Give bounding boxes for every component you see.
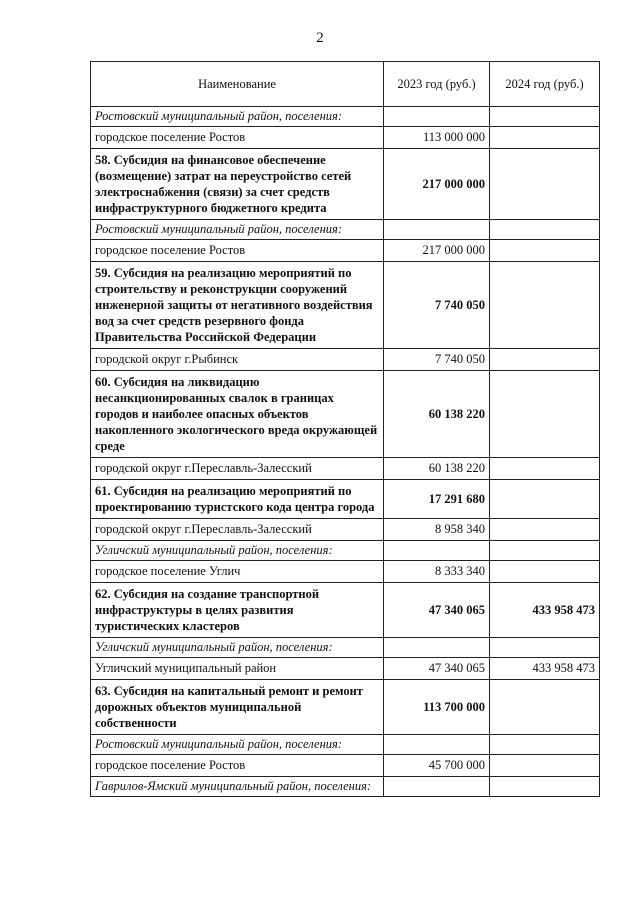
amount-2024-cell — [490, 262, 600, 349]
amount-2024-cell — [490, 680, 600, 735]
amount-2023-cell: 47 340 065 — [384, 583, 490, 638]
area-heading-row — [91, 107, 600, 127]
subsidy-row — [91, 371, 600, 458]
amount-2024-cell — [490, 349, 600, 371]
subsidy-row — [91, 680, 600, 735]
amount-2024-cell — [490, 149, 600, 220]
amount-2023-cell — [384, 220, 490, 240]
row-name-cell: Угличский муниципальный район, поселения: — [91, 541, 384, 561]
row-name-cell: 63. Субсидия на капитальный ремонт и ремонт дорожных объектов муниципальной собственности — [91, 680, 384, 735]
amount-2023-cell: 8 958 340 — [384, 519, 490, 541]
amount-2023-cell: 60 138 220 — [384, 371, 490, 458]
amount-2023-cell — [384, 638, 490, 658]
amount-2023-cell: 7 740 050 — [384, 262, 490, 349]
column-header-2024: 2024 год (руб.) — [490, 62, 600, 107]
amount-2024-cell — [490, 220, 600, 240]
amount-2023-cell: 7 740 050 — [384, 349, 490, 371]
area-heading-row — [91, 777, 600, 797]
amount-2024-cell — [490, 127, 600, 149]
row-name-cell: городское поселение Углич — [91, 561, 384, 583]
amount-2024-cell — [490, 107, 600, 127]
table-row — [91, 127, 600, 149]
table-row — [91, 458, 600, 480]
amount-2023-cell — [384, 541, 490, 561]
table-row — [91, 755, 600, 777]
amount-2024-cell — [490, 240, 600, 262]
row-name-cell: 61. Субсидия на реализацию мероприятий по проектированию туристского кода центра города — [91, 480, 384, 519]
area-heading-row — [91, 735, 600, 755]
amount-2023-cell: 45 700 000 — [384, 755, 490, 777]
amount-2023-cell: 217 000 000 — [384, 240, 490, 262]
subsidy-row — [91, 583, 600, 638]
column-header-2023: 2023 год (руб.) — [384, 62, 490, 107]
amount-2024-cell — [490, 541, 600, 561]
subsidy-row — [91, 149, 600, 220]
amount-2024-cell — [490, 755, 600, 777]
amount-2024-cell — [490, 561, 600, 583]
amount-2023-cell: 113 700 000 — [384, 680, 490, 735]
amount-2023-cell: 47 340 065 — [384, 658, 490, 680]
subsidy-row — [91, 480, 600, 519]
amount-2024-cell: 433 958 473 — [490, 658, 600, 680]
column-header-name: Наименование — [91, 62, 384, 107]
row-name-cell: Угличский муниципальный район — [91, 658, 384, 680]
row-name-cell: 60. Субсидия на ликвидацию несанкционированных свалок в границах городов и наиболее опасных объектов накопленного экологического вреда окружающей среде — [91, 371, 384, 458]
area-heading-row — [91, 220, 600, 240]
area-heading-row — [91, 638, 600, 658]
page-number: 2 — [316, 30, 324, 46]
amount-2024-cell — [490, 519, 600, 541]
amount-2023-cell: 113 000 000 — [384, 127, 490, 149]
table-row — [91, 349, 600, 371]
amount-2023-cell: 8 333 340 — [384, 561, 490, 583]
amount-2024-cell: 433 958 473 — [490, 583, 600, 638]
row-name-cell: городской округ г.Рыбинск — [91, 349, 384, 371]
amount-2023-cell: 60 138 220 — [384, 458, 490, 480]
row-name-cell: Ростовский муниципальный район, поселения: — [91, 107, 384, 127]
amount-2024-cell — [490, 458, 600, 480]
budget-table — [90, 61, 600, 797]
amount-2024-cell — [490, 735, 600, 755]
row-name-cell: Угличский муниципальный район, поселения: — [91, 638, 384, 658]
row-name-cell: городское поселение Ростов — [91, 240, 384, 262]
row-name-cell: городской округ г.Переславль-Залесский — [91, 458, 384, 480]
row-name-cell: Ростовский муниципальный район, поселения: — [91, 735, 384, 755]
table-row — [91, 658, 600, 680]
row-name-cell: Ростовский муниципальный район, поселения: — [91, 220, 384, 240]
amount-2023-cell — [384, 107, 490, 127]
amount-2023-cell — [384, 735, 490, 755]
row-name-cell: городской округ г.Переславль-Залесский — [91, 519, 384, 541]
amount-2023-cell: 217 000 000 — [384, 149, 490, 220]
amount-2023-cell — [384, 777, 490, 797]
amount-2024-cell — [490, 638, 600, 658]
subsidy-row — [91, 262, 600, 349]
amount-2024-cell — [490, 777, 600, 797]
table-row — [91, 240, 600, 262]
row-name-cell: 62. Субсидия на создание транспортной инфраструктуры в целях развития туристических кластеров — [91, 583, 384, 638]
row-name-cell: городское поселение Ростов — [91, 755, 384, 777]
table-row — [91, 519, 600, 541]
row-name-cell: Гаврилов-Ямский муниципальный район, поселения: — [91, 777, 384, 797]
table-row — [91, 561, 600, 583]
table-header-row — [91, 62, 600, 107]
row-name-cell: 59. Субсидия на реализацию мероприятий по строительству и реконструкции сооружений инженерной защиты от негативного воздействия вод за счет средств резервного фонда Правительства Российской Федерации — [91, 262, 384, 349]
area-heading-row — [91, 541, 600, 561]
amount-2024-cell — [490, 480, 600, 519]
row-name-cell: городское поселение Ростов — [91, 127, 384, 149]
amount-2023-cell: 17 291 680 — [384, 480, 490, 519]
row-name-cell: 58. Субсидия на финансовое обеспечение (возмещение) затрат на переустройство сетей электроснабжения (связи) за счет средств инфраструктурного бюджетного кредита — [91, 149, 384, 220]
amount-2024-cell — [490, 371, 600, 458]
